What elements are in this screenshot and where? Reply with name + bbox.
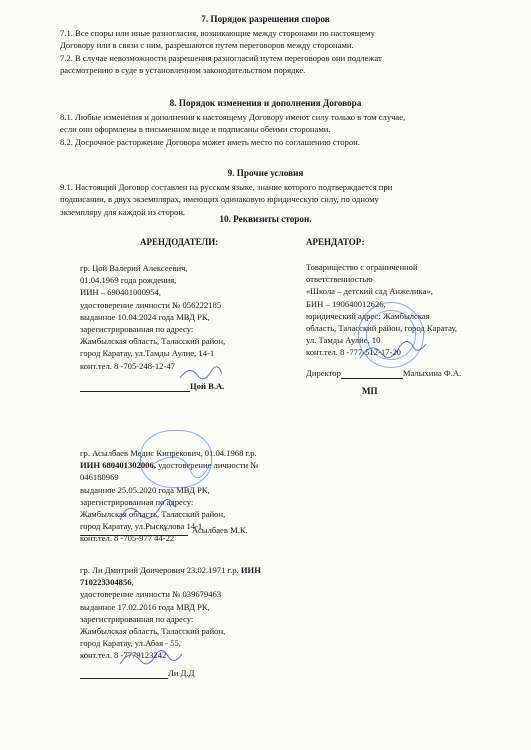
signature-scribble-3: [120, 499, 174, 520]
tenant-director-name: Малыхина Ф.А.: [402, 368, 462, 378]
section-7-line: 7.1. Все споры или иные разногласия, возникающие между сторонами по настоящему: [60, 28, 375, 38]
tenant-line: область, Таласский район, город Каратау,: [306, 323, 458, 334]
landlord-2-id-label: удостоверение личности №: [155, 460, 259, 471]
signature-scribble-4: [150, 457, 210, 478]
tenant-line: ответственностью: [306, 274, 373, 285]
landlord-2-line: город Каратау, ул.Рысқұлова 14-1: [80, 521, 203, 532]
landlord-2-iin: ИИН 680401302006,: [80, 460, 156, 471]
tenant-seal-label: МП: [362, 386, 378, 396]
section-9-line: подписании, в двух экземплярах, имеющих одинаковую юридическую силу, по одному: [60, 194, 379, 205]
landlord-1-line: 01.04.1969 года рождения,: [80, 275, 177, 286]
tenant-director-label: Директор: [306, 368, 341, 378]
section-7-line: 7.2. В случае невозможности разрешения разногласий путем переговоров они подлежат: [60, 52, 382, 63]
landlord-2-line: Жамбылская область, Таласский район,: [80, 509, 226, 520]
landlord-2-line: конт.тел. 8 -705-977 44-22: [80, 533, 175, 544]
tenant-line: ул. Тамды Аулие, 10: [306, 335, 381, 346]
signature-scribble-2: [360, 341, 426, 358]
signature-scribble-1: [180, 367, 222, 379]
landlord-2-signature-name: Асылбаев М.К.: [192, 525, 248, 535]
landlord-1-line: зарегистрированная по адресу:: [80, 324, 194, 335]
landlord-3-line: удостоверение личности № 039679463: [80, 589, 222, 600]
landlord-3-line: город Каратау, ул.Абая - 55,: [80, 638, 181, 649]
section-7-line: Договору или в связи с ним, разрешаются путем переговоров между сторонами.: [60, 40, 354, 51]
landlord-3-name: гр. Ли Дмитрий Доичерович 23.02.1971 г.р.: [80, 565, 241, 575]
landlord-3-line: зарегистрированная по адресу:: [80, 613, 194, 624]
section-7-line: рассмотрению в суде в установленном законодательством порядке.: [60, 65, 306, 76]
tenant-line: Товарищество с ограниченной: [306, 262, 418, 272]
landlord-3-comma: ,: [131, 577, 134, 588]
tenant-line: конт.тел. 8 -777-512-17-20: [306, 347, 401, 358]
section-10-title: 10. Реквизиты сторон.: [219, 214, 312, 224]
landlord-1-line: гр. Цой Валерий Алексеевич,: [80, 263, 188, 273]
section-9-line: 9.1. Настоящий Договор составлен на русском языке, знание которого подтверждается при: [60, 182, 393, 192]
landlord-3-line: конт.тел. 8 -7779123242: [80, 650, 167, 661]
section-8-line: 8.1. Любые изменения и дополнения к настоящему Договору имеют силу только в том случае,: [60, 112, 406, 122]
signature-scribble-5: [120, 650, 182, 664]
landlord-3-signature-name: Ли Д.Д: [168, 668, 195, 678]
section-8-line: 8.2. Досрочное расторжение Договора может иметь место по соглашению сторон.: [60, 136, 360, 147]
landlord-1-line: удостоверение личности № 056222185: [80, 299, 222, 310]
landlord-1-line: город Каратау, ул.Тамды Аулие, 14-1: [80, 348, 215, 359]
landlord-2-line: 046180969: [80, 472, 119, 483]
landlord-1-signature-name: Цой В.А.: [190, 381, 225, 391]
landlord-3-line: Жамбылская область, Таласский район,: [80, 626, 226, 637]
tenant-line: БИН – 190640012626,: [306, 298, 386, 309]
tenant-heading: АРЕНДАТОР:: [306, 237, 365, 247]
section-8-title: 8. Порядок изменения и дополнения Договора: [169, 98, 362, 108]
landlord-1-line: Жамбылская область, Таласский район,: [80, 336, 226, 347]
landlord-2-line: зарегистрированная по адресу:: [80, 496, 194, 507]
section-8-line: если они оформлены в письменном виде и подписаны обеими сторонами.: [60, 124, 331, 135]
landlord-1-line: выданное 10.04.2024 года МВД РК,: [80, 311, 210, 322]
landlords-heading: АРЕНДОДАТЕЛИ:: [140, 237, 219, 247]
landlord-3-iin: 710223304856: [80, 577, 132, 588]
tenant-line: «Школа – детский сад Анжелика»,: [306, 286, 433, 297]
landlord-1-line: конт.тел. 8 -705-248-12-47: [80, 360, 175, 371]
landlord-3-line: выданное 17.02.2016 года МВД РК,: [80, 601, 210, 612]
landlord-2-line: гр. Асылбаев Медис Кипрекович, 01.04.1968 г.р.: [80, 448, 257, 458]
tenant-line: юридический адрес: Жамбылская: [306, 310, 430, 321]
section-9-title: 9. Прочие условия: [227, 168, 304, 178]
section-7-title: 7. Порядок разрешения споров: [201, 14, 330, 24]
landlord-2-line: выданное 25.05.2020 года МВД РК,: [80, 484, 210, 495]
landlord-1-line: ИИН – 690401000954,: [80, 287, 161, 298]
section-9-line: экземпляру для каждой из сторон.: [60, 206, 186, 217]
landlord-3-iin-label: ИИН: [240, 565, 261, 575]
